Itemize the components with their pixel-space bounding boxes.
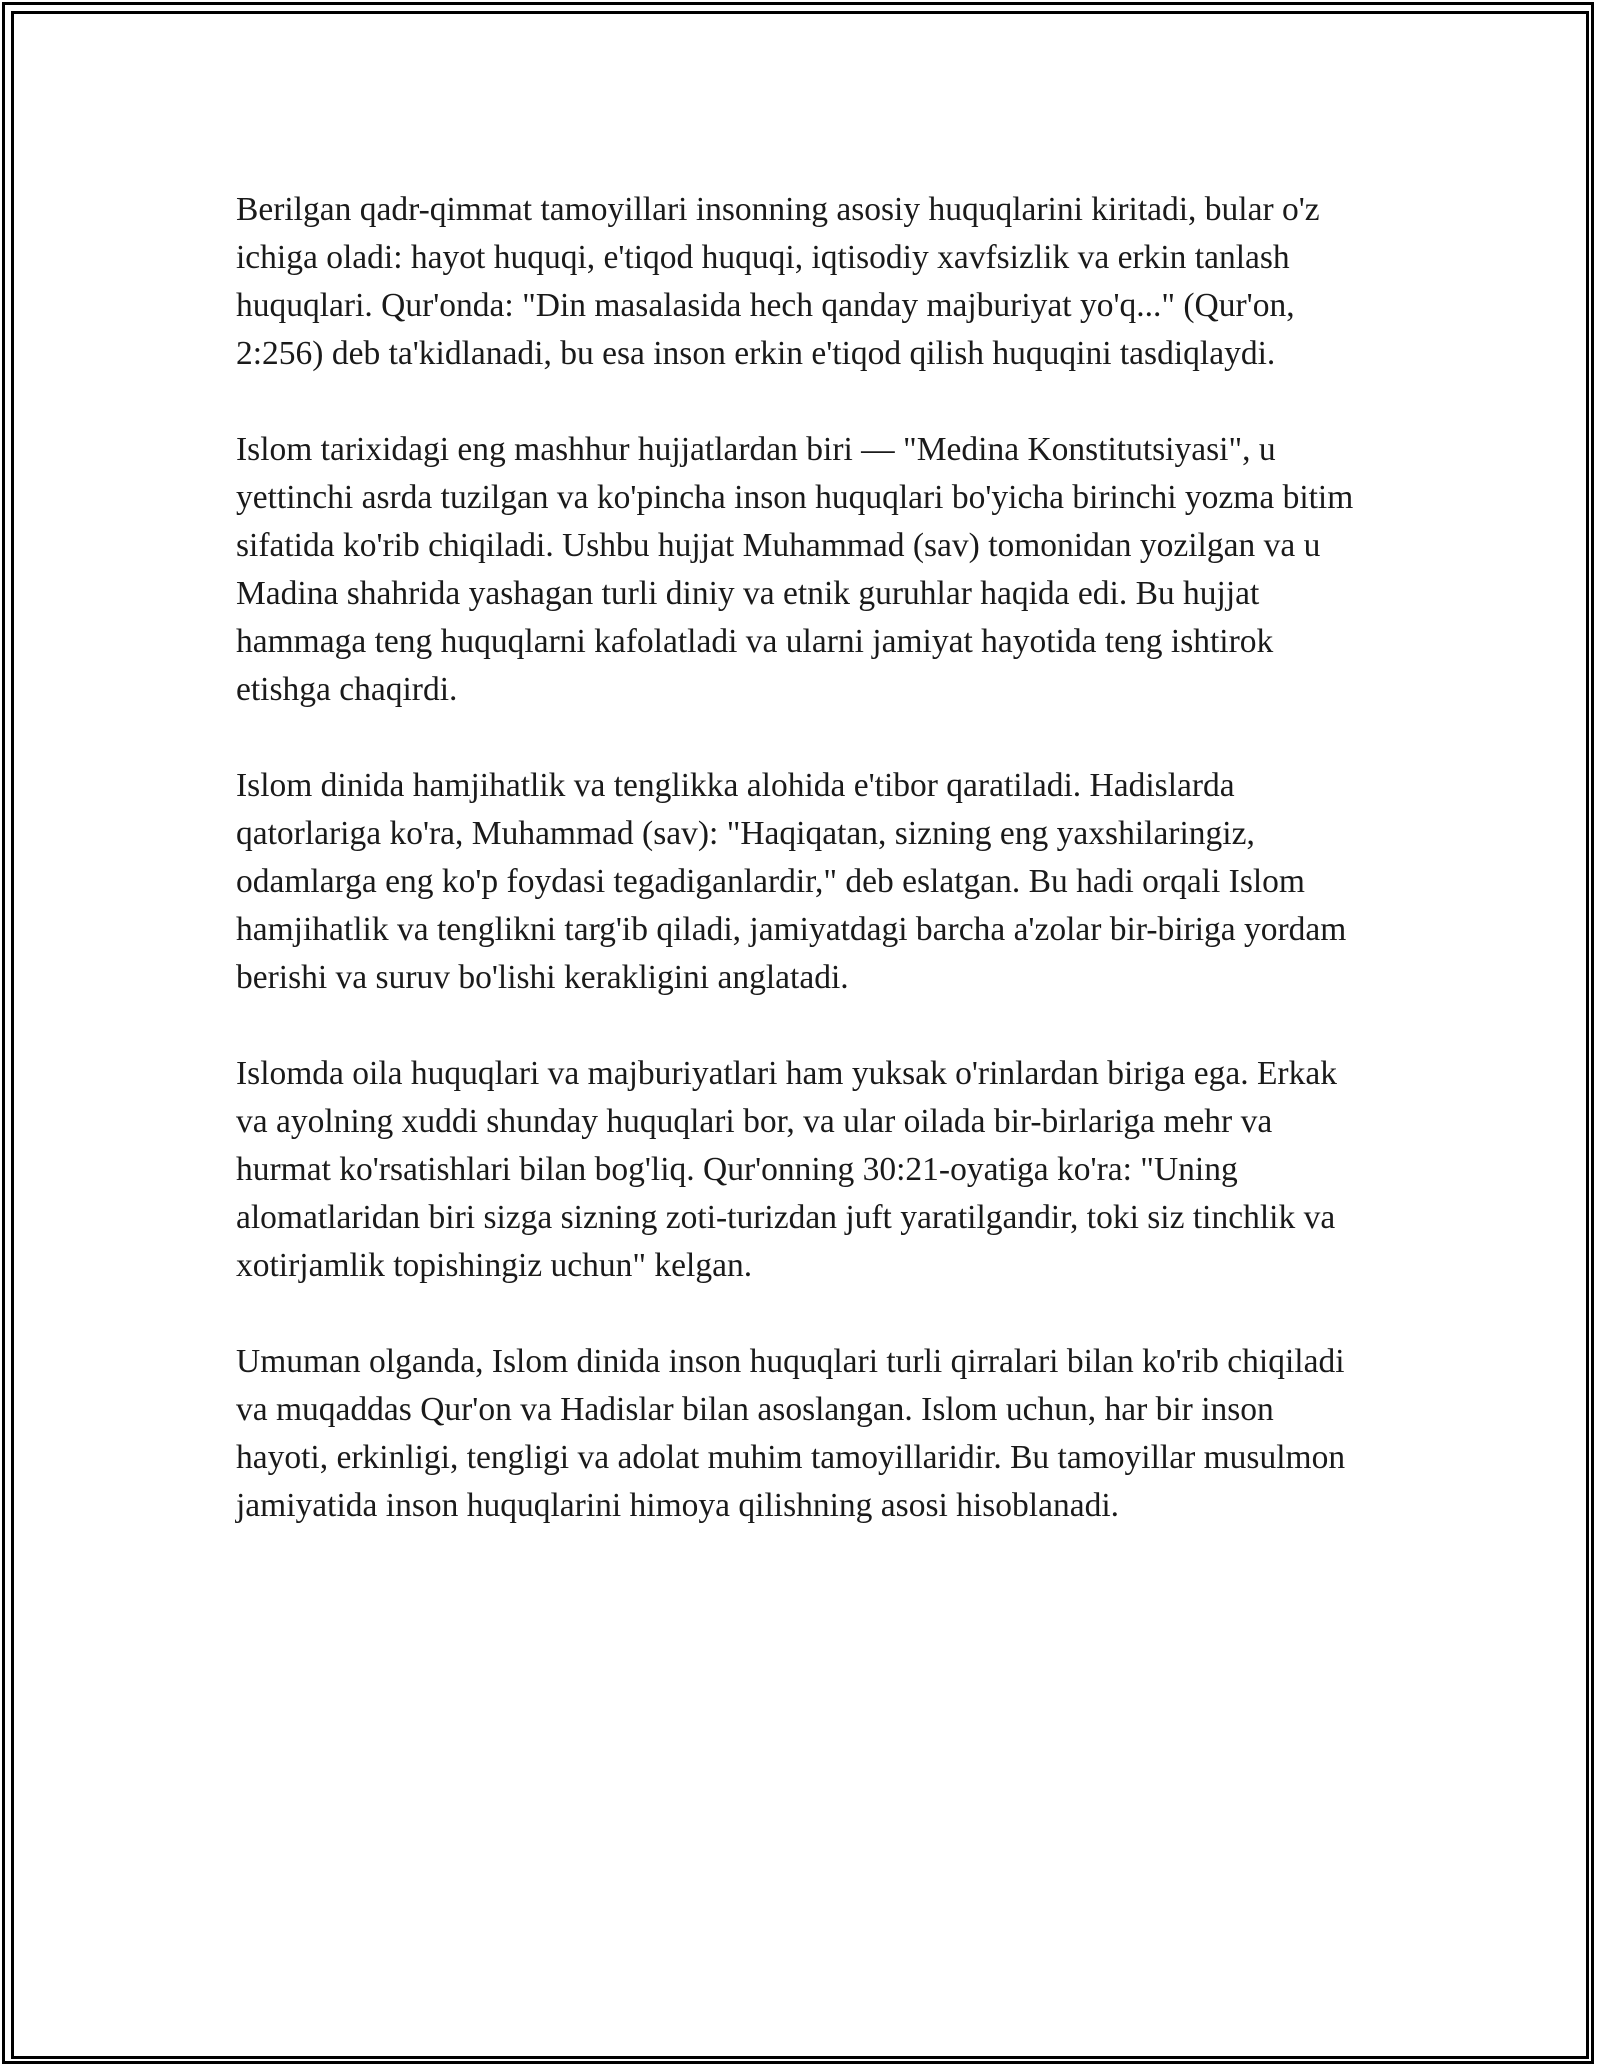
paragraph-conclusion: Umuman olganda, Islom dinida inson huquqlari turli qirralari bilan ko'rib chiqiladi va muqaddas Qur'on va Hadislar bilan asoslangan. Islom uchun, har bir inson hayoti, erkinligi, tengligi va adolat muhim tamoyillaridir. Bu tamoyillar musulmon jamiyatida inson huquqlarini himoya qilishning asosi hisoblanadi. — [236, 1343, 1346, 1524]
paragraph-human-rights-principles: Berilgan qadr-qimmat tamoyillari insonning asosiy huquqlarini kiritadi, bular o'z ichiga oladi: hayot huquqi, e'tiqod huquqi, iqtisodiy xavfsizlik va erkin tanlash huquqlari. Qur'onda: "Din masalasida hech qanday majburiyat yo'q..." (Qur'on, 2:256) deb ta'kidlanadi, bu esa inson erkin e'tiqod qilish huquqini tasdiqlaydi. — [236, 191, 1320, 372]
paragraph-family-rights: Islomda oila huquqlari va majburiyatlari ham yuksak o'rinlardan biriga ega. Erkak va ayolning xuddi shunday huquqlari bor, va ular oilada bir-birlariga mehr va hurmat ko'rsatishlari bilan bog'liq. Qur'onning 30:21-oyatiga ko'ra: "Uning alomatlaridan biri sizga sizning zoti-turizdan juft yaratilgandir, toki siz tinchlik va xotirjamlik topishingiz uchun" kelgan. — [236, 1055, 1337, 1284]
document-body — [236, 186, 1360, 1530]
paragraph-solidarity-equality: Islom dinida hamjihatlik va tenglikka alohida e'tibor qaratiladi. Hadislarda qatorlariga ko'ra, Muhammad (sav): "Haqiqatan, sizning eng yaxshilaringiz, odamlarga eng ko'p foydasi tegadiganlardir," deb eslatgan. Bu hadi orqali Islom hamjihatlik va tenglikni targ'ib qiladi, jamiyatdagi barcha a'zolar bir-biriga yordam berishi va suruv bo'lishi kerakligini anglatadi. — [236, 767, 1347, 996]
paragraph-medina-constitution: Islom tarixidagi eng mashhur hujjatlardan biri — "Medina Konstitutsiyasi", u yettinchi asrda tuzilgan va ko'pincha inson huquqlari bo'yicha birinchi yozma bitim sifatida ko'rib chiqiladi. Ushbu hujjat Muhammad (sav) tomonidan yozilgan va u Madina shahrida yashagan turli diniy va etnik guruhlar haqida edi. Bu hujjat hammaga teng huquqlarni kafolatladi va ularni jamiyat hayotida teng ishtirok etishga chaqirdi. — [236, 431, 1354, 708]
